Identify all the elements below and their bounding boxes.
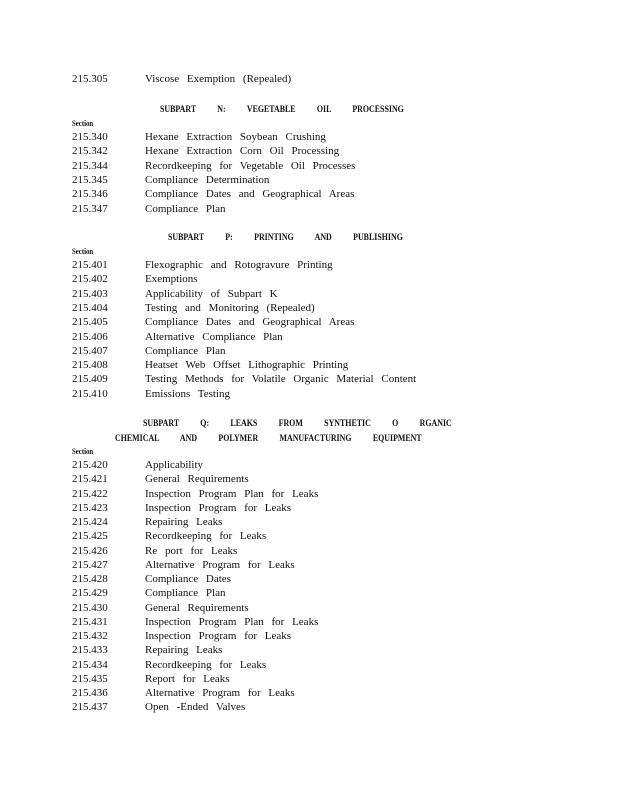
section-title: Compliance Plan (145, 587, 226, 600)
section-title: Alternative Compliance Plan (145, 330, 283, 343)
section-label: Section (72, 447, 94, 456)
toc-entry (72, 487, 318, 501)
toc-entry (72, 558, 295, 572)
section-title: Applicability of Subpart K (145, 287, 278, 300)
toc-entry (72, 202, 225, 216)
section-number: 215.432 (72, 630, 108, 642)
toc-entry (72, 387, 230, 401)
toc-entry (72, 700, 245, 714)
section-title: Recordkeeping for Vegetable Oil Processes (145, 159, 356, 172)
toc-entry (72, 144, 339, 158)
section-number: 215.429 (72, 587, 108, 600)
subpart-n-heading: SUBPART N: VEGETABLE OIL PROCESSING (160, 104, 404, 114)
toc-entry (72, 330, 283, 344)
toc-entry (72, 515, 222, 529)
toc-entry (72, 287, 278, 301)
section-number: 215.437 (72, 701, 108, 714)
section-title: Compliance Dates and Geographical Areas (145, 316, 355, 329)
section-number: 215.405 (72, 316, 108, 329)
section-number: 215.347 (72, 202, 108, 215)
toc-entry (72, 472, 249, 486)
toc-entry (72, 586, 225, 600)
section-title: Hexane Extraction Soybean Crushing (145, 131, 326, 143)
section-number: 215.426 (72, 544, 108, 557)
subpart-p-heading: SUBPART P: PRINTING AND PUBLISHING (168, 232, 403, 242)
section-title: Compliance Plan (145, 202, 226, 215)
toc-entry (72, 601, 249, 615)
section-number: 215.409 (72, 373, 108, 386)
section-title: Inspection Program Plan for Leaks (145, 615, 319, 628)
toc-entry (72, 501, 291, 515)
section-number: 215.342 (72, 145, 108, 158)
section-title: General Requirements (145, 601, 249, 614)
section-number: 215.402 (72, 273, 108, 286)
section-number: 215.424 (72, 516, 108, 528)
toc-entry (72, 629, 291, 643)
toc-entry (72, 372, 416, 386)
section-number: 215.407 (72, 344, 108, 357)
section-title: Compliance Determination (145, 173, 270, 186)
section-title: Inspection Program Plan for Leaks (145, 487, 319, 500)
section-number: 215.425 (72, 530, 108, 543)
section-number: 215.403 (72, 287, 108, 300)
subpart-q-heading-line1: SUBPART Q: LEAKS FROM SYNTHETIC O RGANIC (143, 418, 452, 428)
section-number: 215.423 (72, 501, 108, 514)
section-title: Alternative Program for Leaks (145, 687, 295, 699)
section-number: 215.408 (72, 359, 108, 372)
toc-entry (72, 301, 315, 315)
section-number: 215.410 (72, 387, 108, 400)
section-number: 215.401 (72, 259, 108, 271)
toc-entry (72, 672, 230, 686)
section-title: Compliance Dates and Geographical Areas (145, 188, 355, 201)
toc-entry (72, 258, 333, 272)
section-title: Recordkeeping for Leaks (145, 658, 267, 671)
section-number: 215.340 (72, 131, 108, 143)
toc-entry (72, 130, 326, 144)
section-number: 215.404 (72, 301, 108, 314)
section-title: Repairing Leaks (145, 644, 223, 657)
section-label: Section (72, 119, 94, 128)
section-number: 215.431 (72, 615, 108, 628)
subpart-q-heading-line2: CHEMICAL AND POLYMER MANUFACTURING EQUIPMENT (115, 433, 422, 443)
section-title: Heatset Web Offset Lithographic Printing (145, 359, 349, 372)
section-number: 215.428 (72, 573, 108, 585)
section-number: 215.346 (72, 188, 108, 201)
section-number: 215.344 (72, 159, 108, 172)
section-number: 215.305 (72, 73, 108, 85)
section-number: 215.435 (72, 672, 108, 685)
section-title: Viscose Exemption (Repealed) (145, 73, 292, 85)
section-title: Testing Methods for Volatile Organic Material Content (145, 373, 417, 386)
section-title: Repairing Leaks (145, 516, 223, 528)
section-title: Alternative Program for Leaks (145, 558, 295, 571)
section-label: Section (72, 247, 94, 256)
section-number: 215.430 (72, 601, 108, 614)
section-title: Compliance Dates (145, 573, 231, 585)
section-number: 215.433 (72, 644, 108, 657)
section-title: General Requirements (145, 473, 249, 486)
toc-entry (72, 658, 266, 672)
section-title: Report for Leaks (145, 672, 230, 685)
section-title: Hexane Extraction Corn Oil Processing (145, 145, 340, 158)
section-number: 215.427 (72, 558, 108, 571)
toc-entry (72, 572, 231, 586)
section-number: 215.434 (72, 658, 108, 671)
section-title: Recordkeeping for Leaks (145, 530, 267, 543)
toc-entry (72, 615, 318, 629)
section-title: Emissions Testing (145, 387, 231, 400)
toc-entry (72, 544, 237, 558)
section-title: Open -Ended Valves (145, 701, 246, 714)
toc-entry (72, 187, 354, 201)
toc-entry (72, 643, 222, 657)
section-title: Inspection Program for Leaks (145, 630, 292, 642)
toc-entry (72, 344, 225, 358)
toc-entry (72, 159, 355, 173)
toc-entry (72, 173, 269, 187)
section-title: Re port for Leaks (145, 544, 238, 557)
section-number: 215.421 (72, 473, 108, 486)
toc-entry (72, 272, 198, 286)
section-number: 215.406 (72, 330, 108, 343)
section-title: Flexographic and Rotogravure Printing (145, 259, 333, 271)
section-title: Inspection Program for Leaks (145, 501, 292, 514)
toc-entry (72, 358, 348, 372)
section-number: 215.345 (72, 173, 108, 186)
section-title: Testing and Monitoring (Repealed) (145, 301, 315, 314)
section-number: 215.420 (72, 459, 108, 471)
toc-entry (72, 686, 295, 700)
toc-entry (72, 458, 203, 472)
section-title: Exemptions (145, 273, 198, 286)
section-title: Compliance Plan (145, 344, 226, 357)
section-number: 215.422 (72, 487, 108, 500)
toc-entry (72, 529, 266, 543)
toc-entry (72, 72, 291, 86)
section-title: Applicability (145, 459, 204, 471)
toc-entry (72, 315, 354, 329)
section-number: 215.436 (72, 687, 108, 699)
